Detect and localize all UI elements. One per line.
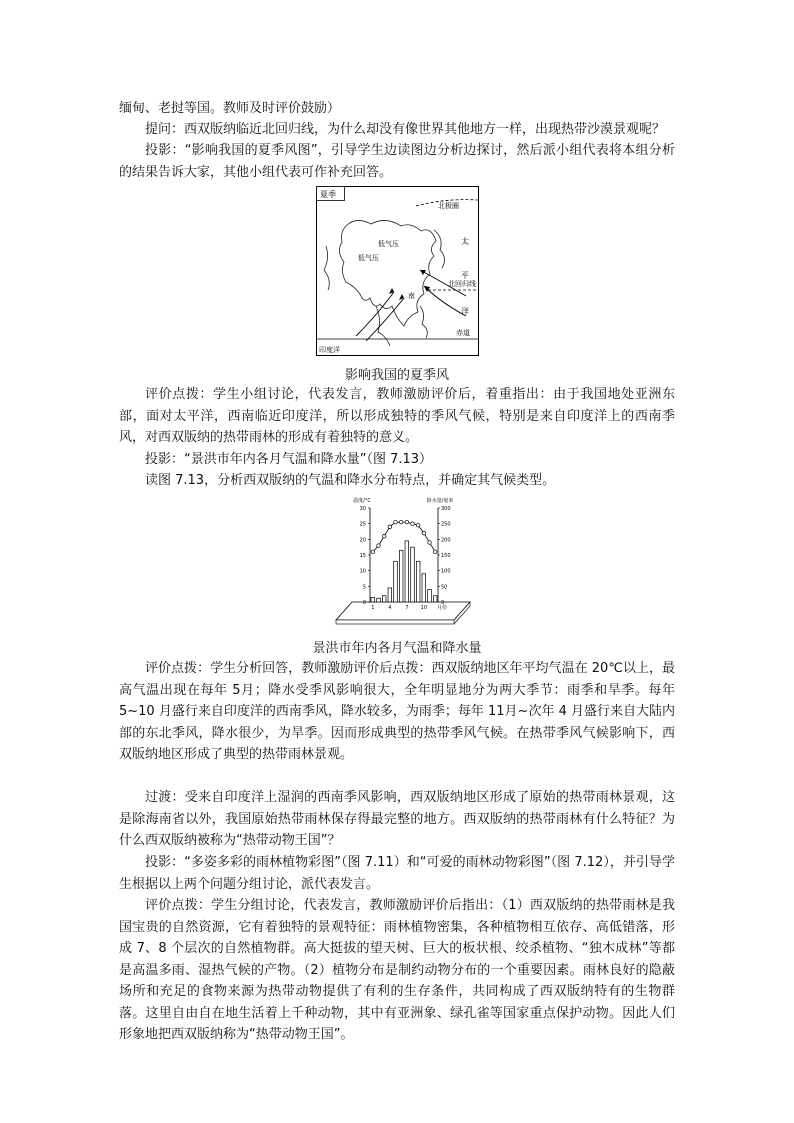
temperature-point [394, 520, 398, 524]
paragraph-projection-3: 投影：“多姿多彩的雨林植物彩图”（图 7.11）和“可爱的雨林动物彩图”（图 7.12），并引导学生根据以上两个问题分组讨论，派代表发言。 [119, 855, 675, 892]
right-tick-label: 250 [441, 521, 451, 528]
temperature-point [416, 523, 420, 527]
map-tropic-label: 北回归线 [448, 280, 476, 288]
map-caption: 影响我国的夏季风 [344, 368, 449, 383]
precip-bar [399, 550, 403, 602]
precip-bar [422, 574, 426, 602]
right-tick-label: 50 [441, 584, 448, 591]
left-tick-label: 25 [359, 521, 366, 528]
precip-bar [411, 547, 415, 602]
left-tick-label: 20 [359, 537, 366, 544]
map-equator-label: 赤道 [456, 329, 470, 337]
paragraph-evaluation-1: 评价点拨：学生小组讨论，代表发言，教师激励评价后，着重指出：由于我国地处亚洲东部，面对太平洋，西南临近印度洋，所以形成独特的季风气候，特别是来自印度洋上的西南季风，对西双版纳的热带雨林的形成有着独特的意义。 [119, 387, 675, 445]
summer-monsoon-map [316, 186, 479, 356]
right-axis-title: 降水量/毫米 [426, 498, 454, 504]
right-tick-label: 100 [441, 568, 451, 575]
right-tick-label: 300 [441, 506, 451, 512]
x-axis-title: 月份 [436, 605, 448, 611]
paragraph-reading: 读图 7.13，分析西双版纳的气温和降水分布特点，并确定其气候类型。 [145, 473, 556, 488]
left-tick-label: 10 [359, 568, 366, 575]
temperature-point [428, 541, 432, 545]
temperature-point [422, 531, 426, 535]
x-tick-label: 1 [371, 605, 375, 611]
precip-bar [433, 596, 437, 602]
x-tick-label: 10 [420, 605, 428, 611]
climate-chart [334, 492, 472, 626]
precip-bar [382, 596, 386, 602]
x-tick-label: 4 [388, 605, 392, 611]
left-tick-label: 15 [359, 553, 366, 559]
paragraph-1: 缅甸、老挝等国。教师及时评价鼓励） [119, 101, 341, 116]
map-low-pressure-2: 低气压 [358, 254, 379, 262]
paragraph-projection-1: 投影：“影响我国的夏季风图”，引导学生边读图边分析边探讨，然后派小组代表将本组分析的结果告诉大家，其他小组代表可作补充回答。 [119, 143, 675, 180]
paragraph-evaluation-3: 评价点拨：学生分组讨论，代表发言，教师激励评价后指出：（1）西双版纳的热带雨林是我国宝贵的自然资源，它有着独特的景观特征：雨林植物密集，各种植物相互依存、高低错落，形成 7、8 个层次的自然植物群。高大挺拔的望天树、巨大的板状根、绞杀植物、“独木成林”等都是高温多雨、湿热气候的产物。（2）植物分布是制约动物分布的一个重要因素。雨林良好的隐蔽场所和充足的食物来源为热带动物提供了有利的生存条件，共同构成了西双版纳特有的生物群落。这里自由自在地生活着上千种动物，其中有亚洲象、绿孔雀等国家重点保护动物。因此人们形象地把西双版纳称为“热带动物王国”。 [119, 898, 675, 1042]
map-pacific-char-2: 平 [461, 271, 469, 280]
temperature-point [382, 534, 386, 538]
precip-bar [394, 561, 398, 602]
map-season-label: 夏季 [320, 190, 336, 199]
precip-bar [388, 588, 392, 602]
paragraph-transition: 过渡：受来自印度洋上湿润的西南季风影响，西双版纳地区形成了原始的热带雨林景观，这是除海南省以外，我国原始热带雨林保存得最完整的地方。西双版纳的热带雨林有什么特征？为什么西双版纳被称为“热带动物王国”？ [119, 790, 675, 848]
chart-caption: 景洪市年内各月气温和降水量 [312, 641, 482, 656]
temperature-point [405, 520, 409, 524]
precip-bar [428, 589, 432, 602]
precip-bar [405, 541, 409, 602]
temperature-point [388, 525, 392, 529]
temperature-point [377, 544, 381, 548]
chart-temperature-line [371, 520, 437, 553]
map-low-pressure-1: 低气压 [378, 240, 399, 248]
precip-bar [377, 598, 381, 602]
precip-bar [371, 597, 375, 602]
chart-bars [371, 541, 437, 602]
map-pacific-char-1: 太 [461, 237, 469, 246]
temperature-point [433, 550, 437, 554]
left-axis-title: 温度/°C [353, 498, 371, 504]
map-indian-ocean-label: 印度洋 [319, 346, 340, 354]
right-tick-label: 0 [441, 600, 445, 606]
right-tick-label: 200 [441, 537, 451, 544]
paragraph-evaluation-2: 评价点拨：学生分析回答，教师激励评价后点拨：西双版纳地区年平均气温在 20℃以上，最高气温出现在每年 5月；降水受季风影响很大，全年明显地分为两大季节：雨季和旱季。每年 5~10 月盛行来自印度洋的西南季风，降水较多，为雨季；每年 11月~次年 4 月盛行来自大陆内部的东北季风，降水很少，为旱季。因而形成典型的热带季风气候。在热带季风气候影响下，西双版纳地区形成了典型的热带雨林景观。 [119, 661, 675, 762]
left-tick-label: 5 [362, 584, 366, 591]
paragraph-projection-2: 投影：“景洪市年内各月气温和降水量”（图 7.13） [145, 452, 433, 467]
paragraph-question: 提问：西双版纳临近北回归线，为什么却没有像世界其他地方一样，出现热带沙漠景观呢？ [145, 122, 666, 137]
map-pacific-char-3: 洋 [461, 307, 469, 316]
temperature-point [411, 522, 415, 526]
map-arctic-label: 北极圈 [438, 202, 459, 210]
x-tick-label: 7 [405, 605, 409, 611]
map-south-label: 南 [408, 292, 415, 300]
precip-bar [416, 561, 420, 602]
left-tick-label: 0 [362, 600, 366, 606]
right-tick-label: 150 [441, 553, 451, 559]
temperature-point [399, 520, 403, 524]
temperature-point [371, 550, 375, 554]
left-tick-label: 30 [359, 506, 366, 512]
